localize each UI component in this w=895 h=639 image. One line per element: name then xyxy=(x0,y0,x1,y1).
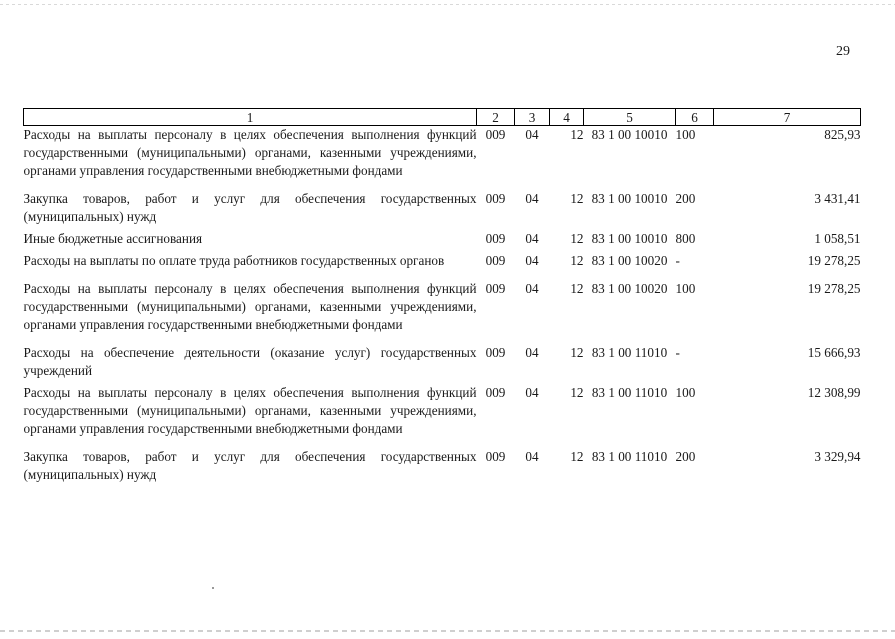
row-name: Расходы на выплаты персоналу в целях обеспечения выполнения функций государственными (муниципальными) органами, казенными учреждениями, органами управления государственными внебюджетными фондами xyxy=(23,281,477,332)
header-col-2: 2 xyxy=(477,109,515,126)
row-amount: 12 308,99 xyxy=(807,385,861,400)
row-expense-type: 100 xyxy=(675,127,696,142)
table-row xyxy=(24,252,861,280)
row-name: Закупка товаров, работ и услуг для обеспечения государственных (муниципальных) нужд xyxy=(23,449,477,482)
row-name: Расходы на выплаты персоналу в целях обеспечения выполнения функций государственными (муниципальными) органами, казенными учреждениями, органами управления государственными внебюджетными фондами xyxy=(23,127,477,178)
table-row xyxy=(24,384,861,448)
row-subsection-code: 12 xyxy=(570,449,584,464)
row-ministry-code: 009 xyxy=(485,345,506,360)
row-target-article: 83 1 00 10010 xyxy=(591,127,668,142)
row-ministry-code: 009 xyxy=(485,253,506,268)
row-ministry-code: 009 xyxy=(485,449,506,464)
row-ministry-code: 009 xyxy=(485,385,506,400)
row-amount: 1 058,51 xyxy=(814,231,861,246)
row-amount: 3 329,94 xyxy=(814,449,861,464)
table-row xyxy=(24,126,861,191)
row-target-article: 83 1 00 11010 xyxy=(591,449,668,464)
row-ministry-code: 009 xyxy=(485,191,506,206)
row-name: Иные бюджетные ассигнования xyxy=(23,231,203,246)
row-section-code: 04 xyxy=(525,231,539,246)
table-row xyxy=(24,280,861,344)
row-expense-type: 100 xyxy=(675,281,696,296)
row-amount: 19 278,25 xyxy=(807,281,861,296)
budget-table xyxy=(23,108,861,488)
table-row xyxy=(24,230,861,252)
page-number: 29 xyxy=(836,44,850,59)
row-ministry-code: 009 xyxy=(485,281,506,296)
row-amount: 19 278,25 xyxy=(807,253,861,268)
row-section-code: 04 xyxy=(525,385,539,400)
row-target-article: 83 1 00 10020 xyxy=(591,281,668,296)
scan-edge-bottom xyxy=(0,630,895,632)
row-subsection-code: 12 xyxy=(570,281,584,296)
scan-speck xyxy=(212,587,214,589)
header-col-7: 7 xyxy=(714,109,861,126)
row-amount: 3 431,41 xyxy=(814,191,861,206)
row-subsection-code: 12 xyxy=(570,385,584,400)
row-name: Закупка товаров, работ и услуг для обеспечения государственных (муниципальных) нужд xyxy=(23,191,477,224)
row-section-code: 04 xyxy=(525,345,539,360)
row-expense-type: 200 xyxy=(675,191,696,206)
header-col-6: 6 xyxy=(676,109,714,126)
row-target-article: 83 1 00 11010 xyxy=(591,385,668,400)
row-expense-type: 800 xyxy=(675,231,696,246)
row-ministry-code: 009 xyxy=(485,127,506,142)
row-name: Расходы на обеспечение деятельности (оказание услуг) государственных учреждений xyxy=(23,345,477,378)
row-section-code: 04 xyxy=(525,191,539,206)
row-expense-type: - xyxy=(675,345,680,360)
row-section-code: 04 xyxy=(525,449,539,464)
row-subsection-code: 12 xyxy=(570,345,584,360)
row-expense-type: 100 xyxy=(675,385,696,400)
row-target-article: 83 1 00 10010 xyxy=(591,231,668,246)
row-subsection-code: 12 xyxy=(570,191,584,206)
row-section-code: 04 xyxy=(525,281,539,296)
header-col-5: 5 xyxy=(584,109,676,126)
table-row xyxy=(24,190,861,230)
row-name: Расходы на выплаты персоналу в целях обеспечения выполнения функций государственными (муниципальными) органами, казенными учреждениями, органами управления государственными внебюджетными фондами xyxy=(23,385,477,436)
header-col-1: 1 xyxy=(24,109,477,126)
row-target-article: 83 1 00 10010 xyxy=(591,191,668,206)
row-section-code: 04 xyxy=(525,253,539,268)
row-name: Расходы на выплаты по оплате труда работников государственных органов xyxy=(23,253,445,268)
row-subsection-code: 12 xyxy=(570,253,584,268)
row-expense-type: - xyxy=(675,253,680,268)
row-amount: 15 666,93 xyxy=(807,345,861,360)
row-ministry-code: 009 xyxy=(485,231,506,246)
scan-edge-top xyxy=(0,4,895,5)
table-header-row xyxy=(24,109,861,126)
row-target-article: 83 1 00 10020 xyxy=(591,253,668,268)
row-expense-type: 200 xyxy=(675,449,696,464)
table-row xyxy=(24,344,861,384)
row-subsection-code: 12 xyxy=(570,231,584,246)
table-row xyxy=(24,448,861,488)
row-target-article: 83 1 00 11010 xyxy=(591,345,668,360)
header-col-4: 4 xyxy=(550,109,584,126)
header-col-3: 3 xyxy=(515,109,550,126)
row-subsection-code: 12 xyxy=(570,127,584,142)
row-amount: 825,93 xyxy=(824,127,861,142)
row-section-code: 04 xyxy=(525,127,539,142)
